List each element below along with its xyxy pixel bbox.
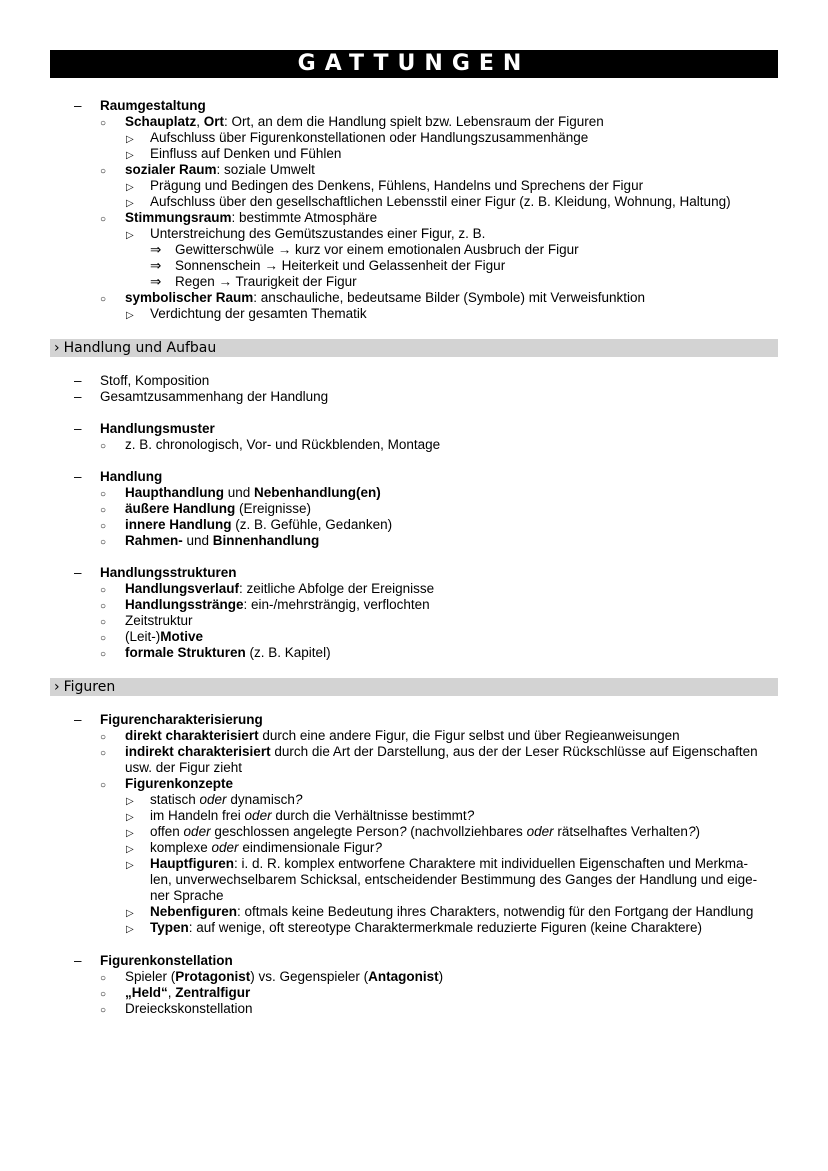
list-item-hauptfiguren-cont2: ner Sprache — [150, 888, 224, 903]
list-item-stimmung-ex2: ⇒ Sonnenschein → Heiterkeit und Gelassenheit der Figur — [150, 258, 506, 273]
list-item-konzept-komplex: ▷ komplexe oder eindimensionale Figur? — [126, 840, 382, 855]
list-item-formale-strukturen: ○ formale Strukturen (z. B. Kapitel) — [100, 645, 331, 660]
list-item-schauplatz-sub2: ▷ Einfluss auf Denken und Fühlen — [126, 146, 342, 161]
list-item-symbol-sub1: ▷ Verdichtung der gesamten Thematik — [126, 306, 367, 321]
list-item-gesamtzusammenhang: – Gesamtzusammenhang der Handlung — [74, 389, 329, 404]
list-item-dreieckskonstellation: ○ Dreieckskonstellation — [100, 1001, 253, 1016]
section-header-handlung-aufbau: › Handlung und Aufbau — [50, 339, 778, 357]
list-item-sozial-sub2: ▷ Aufschluss über den gesellschaftlichen Lebensstil einer Figur (z. B. Kleidung, Wohnung, Haltung) — [126, 194, 731, 209]
list-item-innere-handlung: ○ innere Handlung (z. B. Gefühle, Gedanken) — [100, 517, 393, 532]
section-header-figuren: › Figuren — [50, 678, 778, 696]
list-item-aeussere-handlung: ○ äußere Handlung (Ereignisse) — [100, 501, 312, 516]
list-item-held: ○ „Held“, Zentralfigur — [100, 985, 251, 1000]
list-item-schauplatz: ○ Schauplatz, Ort: Ort, an dem die Handlung spielt bzw. Lebensraum der Figuren — [100, 114, 604, 129]
list-item-figurenkonzepte: ○ Figurenkonzepte — [100, 776, 234, 791]
list-item-direkt: ○ direkt charakterisiert durch eine andere Figur, die Figur selbst und über Regieanweisungen — [100, 728, 680, 743]
list-item-schauplatz-sub1: ▷ Aufschluss über Figurenkonstellationen oder Handlungszusammenhänge — [126, 130, 589, 145]
list-item-stimmung-ex3: ⇒ Regen → Traurigkeit der Figur — [150, 274, 357, 289]
list-item-symbolischer-raum: ○ symbolischer Raum: anschauliche, bedeutsame Bilder (Symbole) mit Verweisfunktion — [100, 290, 645, 305]
list-item-spieler: ○ Spieler (Protagonist) vs. Gegenspieler (Antagonist) — [100, 969, 444, 984]
page-title: GATTUNGEN — [50, 50, 778, 78]
list-item-sozial-sub1: ▷ Prägung und Bedingen des Denkens, Fühlens, Handelns und Sprechens der Figur — [126, 178, 644, 193]
list-item-motive: ○ (Leit-)Motive — [100, 629, 204, 644]
list-item-indirekt: ○ indirekt charakterisiert durch die Art der Darstellung, aus der der Leser Rückschlüsse auf Eigenschaften — [100, 744, 758, 759]
list-item-rahmenhandlung: ○ Rahmen- und Binnenhandlung — [100, 533, 320, 548]
list-item-handlungsmuster: – Handlungsmuster — [74, 421, 215, 436]
list-item-handlungsstraenge: ○ Handlungsstränge: ein-/mehrsträngig, verflochten — [100, 597, 430, 612]
list-item-muster-1: ○ z. B. chronologisch, Vor- und Rückblenden, Montage — [100, 437, 441, 452]
list-item-figurenkonstellation: – Figurenkonstellation — [74, 953, 233, 968]
list-item-raumgestaltung: – Raumgestaltung — [74, 98, 206, 113]
list-item-konzept-offen: ▷ offen oder geschlossen angelegte Person? (nachvollziehbares oder rätselhaftes Verhalten?) — [126, 824, 700, 839]
list-item-typen: ▷ Typen: auf wenige, oft stereotype Charaktermerkmale reduzierte Figuren (keine Charaktere) — [126, 920, 703, 935]
list-item-stoff: – Stoff, Komposition — [74, 373, 210, 388]
list-item-handlungsstrukturen: – Handlungsstrukturen — [74, 565, 237, 580]
list-item-hauptfiguren-cont1: len, unverwechselbarem Schicksal, entscheidender Bestimmung des Ganges der Handlung und eige- — [150, 872, 758, 887]
list-item-stimmung-ex1: ⇒ Gewitterschwüle → kurz vor einem emotionalen Ausbruch der Figur — [150, 242, 579, 257]
list-item-stimmung-sub1: ▷ Unterstreichung des Gemütszustandes einer Figur, z. B. — [126, 226, 486, 241]
list-item-konzept-statisch: ▷ statisch oder dynamisch? — [126, 792, 303, 807]
list-item-indirekt-cont: usw. der Figur zieht — [125, 760, 243, 775]
list-item-konzept-frei: ▷ im Handeln frei oder durch die Verhältnisse bestimmt? — [126, 808, 475, 823]
list-item-sozialer-raum: ○ sozialer Raum: soziale Umwelt — [100, 162, 315, 177]
list-item-handlungsverlauf: ○ Handlungsverlauf: zeitliche Abfolge der Ereignisse — [100, 581, 435, 596]
list-item-stimmungsraum: ○ Stimmungsraum: bestimmte Atmosphäre — [100, 210, 378, 225]
list-item-figurencharakterisierung: – Figurencharakterisierung — [74, 712, 263, 727]
list-item-zeitstruktur: ○ Zeitstruktur — [100, 613, 193, 628]
list-item-hauptfiguren: ▷ Hauptfiguren: i. d. R. komplex entworfene Charaktere mit individuellen Eigenschaften und Merkma- — [126, 856, 748, 871]
list-item-haupthandlung: ○ Haupthandlung und Nebenhandlung(en) — [100, 485, 381, 500]
list-item-handlung: – Handlung — [74, 469, 163, 484]
list-item-nebenfiguren: ▷ Nebenfiguren: oftmals keine Bedeutung ihres Charakters, notwendig für den Fortgang der Handlung — [126, 904, 754, 919]
